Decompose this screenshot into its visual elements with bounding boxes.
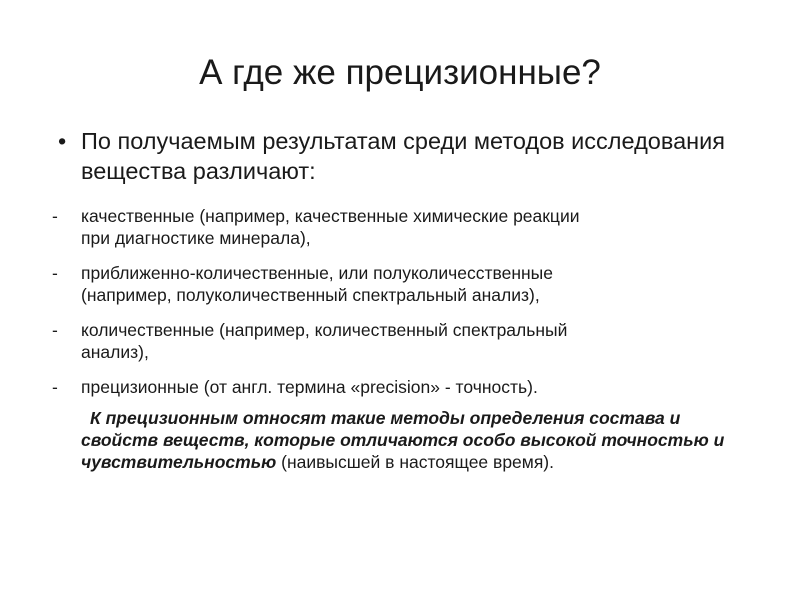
list-item — [52, 205, 752, 249]
intro-bullet-item — [58, 126, 758, 186]
list-item-line: приближенно-количественные, или полуколичесственные — [81, 263, 553, 283]
slide-title: А где же прецизионные? — [199, 53, 601, 92]
closing-paragraph — [81, 407, 761, 473]
list-item-line: анализ), — [81, 342, 149, 362]
intro-text: По получаемым результатам среди методов исследования вещества различают: — [81, 128, 725, 184]
list-item-line: качественные (например, качественные химические реакции — [81, 206, 580, 226]
list-item-line: прецизионные (от англ. термина «precision» - точность). — [81, 377, 538, 397]
list-item — [52, 376, 752, 398]
list-item-line: (например, полуколичественный спектральный анализ), — [81, 285, 540, 305]
closing-normal-text: (наивысшей в настоящее время). — [276, 452, 554, 472]
dash-marker: - — [52, 377, 58, 397]
list-item-line: количественные (например, количественный спектральный — [81, 320, 568, 340]
list-item — [52, 262, 752, 306]
bullet-marker: • — [58, 128, 67, 154]
methods-list — [52, 205, 752, 411]
dash-marker: - — [52, 206, 58, 226]
dash-marker: - — [52, 263, 58, 283]
list-item-line: при диагностике минерала), — [81, 228, 311, 248]
list-item — [52, 319, 752, 363]
closing-emphasis: К прецизионным относят такие методы определения состава и свойств веществ, которые отличаются особо высокой точностью и чувствительностью — [81, 408, 725, 472]
dash-marker: - — [52, 320, 58, 340]
